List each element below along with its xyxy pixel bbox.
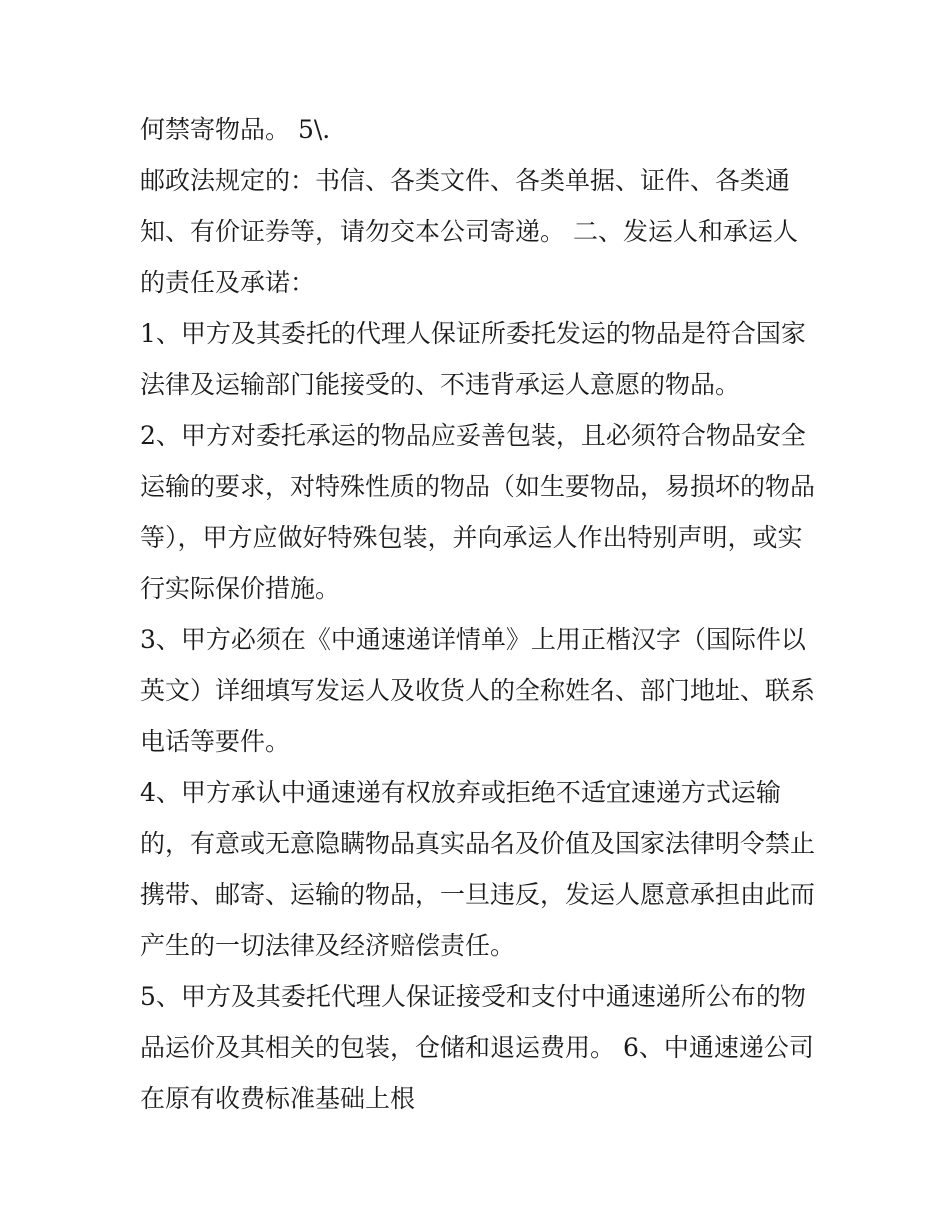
text-line: 法律及运输部门能接受的、不违背承运人意愿的物品。 — [140, 370, 741, 399]
text-line: 的，有意或无意隐瞒物品真实品名及价值及国家法律明令禁止 — [140, 829, 816, 858]
text-line: 1、甲方及其委托的代理人保证所委托发运的物品是符合国家 — [140, 319, 806, 348]
text-line: 在原有收费标准基础上根 — [140, 1084, 416, 1113]
text-line: 电话等要件。 — [140, 727, 291, 756]
text-line: 等），甲方应做好特殊包装，并向承运人作出特别声明，或实 — [140, 523, 803, 552]
text-line: 5、甲方及其委托代理人保证接受和支付中通速递所公布的物 — [140, 982, 806, 1011]
text-line: 邮政法规定的：书信、各类文件、各类单据、证件、各类通 — [140, 166, 791, 195]
text-line: 品运价及其相关的包装，仓储和退运费用。 6、中通速递公司 — [140, 1033, 814, 1062]
text-line: 何禁寄物品。 5\. — [140, 115, 331, 144]
text-line: 运输的要求，对特殊性质的物品（如生要物品，易损坏的物品 — [140, 472, 816, 501]
text-line: 产生的一切法律及经济赔偿责任。 — [140, 931, 516, 960]
text-line: 知、有价证券等，请勿交本公司寄递。 二、发运人和承运人 — [140, 217, 798, 246]
text-line: 4、甲方承认中通速递有权放弃或拒绝不适宜速递方式运输 — [140, 778, 781, 807]
text-line: 行实际保价措施。 — [140, 574, 341, 603]
text-line: 英文）详细填写发运人及收货人的全称姓名、部门地址、联系 — [140, 676, 816, 705]
text-line: 携带、邮寄、运输的物品，一旦违反，发运人愿意承担由此而 — [140, 880, 816, 909]
text-line: 2、甲方对委托承运的物品应妥善包装，且必须符合物品安全 — [140, 421, 806, 450]
text-line: 的责任及承诺： — [140, 268, 316, 297]
text-line: 3、甲方必须在《中通速递详情单》上用正楷汉字（国际件以 — [140, 625, 806, 654]
